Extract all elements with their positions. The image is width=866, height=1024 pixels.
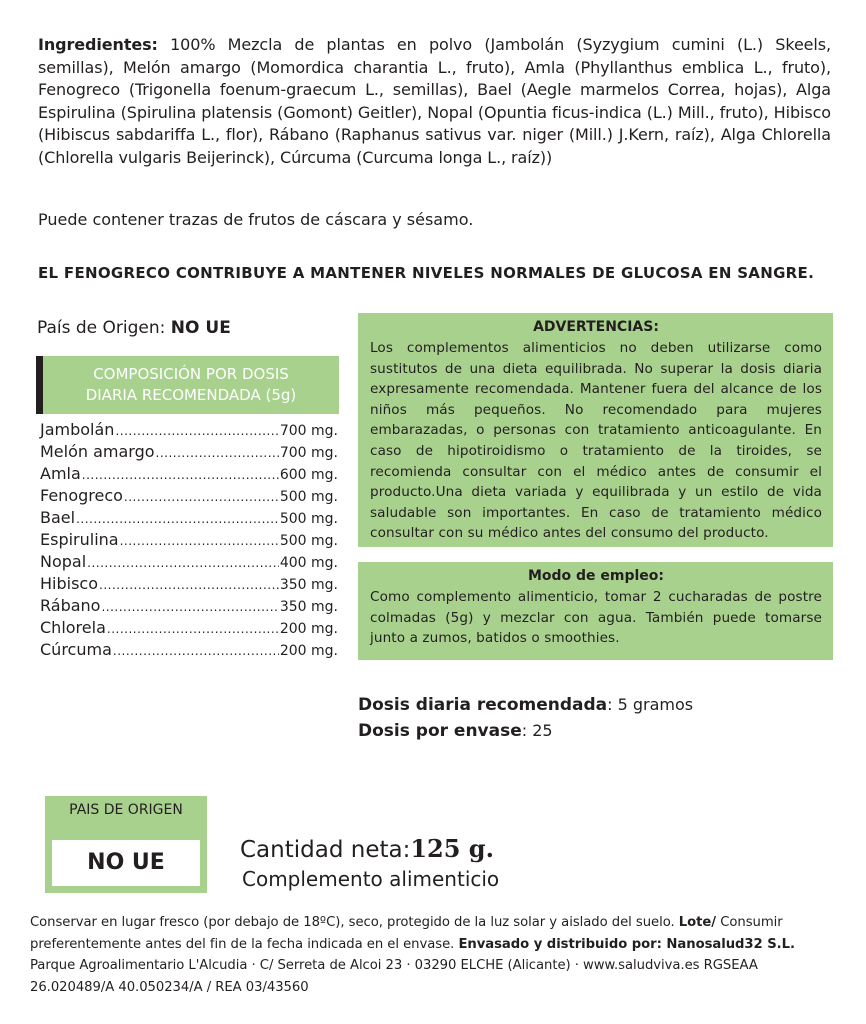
- footer-distributor: Envasado y distribuido por: Nanosalud32 S.L.: [458, 936, 795, 952]
- warnings-box: [358, 313, 833, 547]
- leader-dots: [87, 552, 279, 574]
- composition-row: [40, 595, 338, 617]
- footer-storage: Conservar en lugar fresco (por debajo de 18ºC), seco, protegido de la luz solar y aislado del suelo.: [30, 915, 679, 930]
- composition-list: [40, 419, 338, 661]
- footer-best-before: Consumir preferentemente antes del fin de la fecha indicada en el envase.: [30, 915, 783, 952]
- warnings-title: ADVERTENCIAS:: [533, 319, 659, 335]
- net-quantity-value: 125 g.: [410, 834, 494, 863]
- origin-box-title: PAIS DE ORIGEN: [69, 802, 183, 818]
- origin-line-label: País de Origen:: [37, 318, 171, 338]
- composition-row: [40, 485, 338, 507]
- composition-name: Amla: [40, 464, 81, 483]
- composition-row: [40, 551, 338, 573]
- doses-per-pack-line: [358, 718, 693, 744]
- usage-box: [358, 562, 833, 660]
- composition-value: 700 mg.: [279, 423, 338, 439]
- allergen-traces: Puede contener trazas de frutos de cáscara y sésamo.: [38, 210, 474, 229]
- net-quantity-label: Cantidad neta:: [240, 837, 411, 863]
- composition-value: 500 mg.: [279, 489, 338, 505]
- leader-dots: [101, 596, 278, 618]
- composition-row: [40, 419, 338, 441]
- composition-value: 350 mg.: [279, 599, 338, 615]
- composition-name: Rábano: [40, 596, 101, 615]
- leader-dots: [107, 618, 279, 640]
- leader-dots: [115, 420, 278, 442]
- composition-name: Bael: [40, 508, 76, 527]
- daily-dose-value: : 5 gramos: [607, 695, 694, 714]
- ingredients-text: 100% Mezcla de plantas en polvo (Jambolán (Syzygium cumini (L.) Skeels, semillas), Melón amargo (Momordica charantia L., fruto), Amla (Phyllanthus emblica L., fruto), Fenogreco (Trigonella foenum-graecum L., semillas), Bael (Aegle marmelos Correa, hojas), Alga Espirulina (Spirulina platensis (Gomont) Geitler), Nopal (Opuntia ficus-indica (L.) Mill., fruto), Hibisco (Hibiscus sabdariffa L., flor), Rábano (Raphanus sativus var. niger (Mill.) J.Kern, raíz), Alga Chlorella (Chlorella vulgaris Beijerinck), Cúrcuma (Curcuma longa L., raíz)): [38, 35, 831, 167]
- composition-row: [40, 463, 338, 485]
- daily-dose-line: [358, 692, 693, 718]
- composition-row: [40, 639, 338, 661]
- usage-text: Como complemento alimenticio, tomar 2 cucharadas de postre colmadas (5g) y mezclar con agua. También puede tomarse junto a zumos, batidos o smoothies.: [370, 589, 822, 647]
- composition-header: [36, 356, 339, 414]
- composition-row: [40, 529, 338, 551]
- composition-header-line2: DIARIA RECOMENDADA (5g): [85, 386, 297, 404]
- composition-row: [40, 617, 338, 639]
- doses-per-pack-label: Dosis por envase: [358, 721, 522, 741]
- composition-name: Melón amargo: [40, 442, 155, 461]
- footer-address: Parque Agroalimentario L'Alcudia · C/ Serreta de Alcoi 23 · 03290 ELCHE (Alicante) · www.saludviva.es RGSEAA 26.020489/A 40.050234/A / REA 03/43560: [30, 958, 758, 995]
- usage-title: Modo de empleo:: [527, 568, 665, 584]
- composition-value: 350 mg.: [279, 577, 338, 593]
- doses-per-pack-value: : 25: [521, 721, 553, 740]
- origin-line: [37, 318, 231, 338]
- leader-dots: [76, 508, 279, 530]
- leader-dots: [120, 530, 279, 552]
- daily-dose-label: Dosis diaria recomendada: [358, 695, 608, 715]
- dose-info: [358, 692, 693, 744]
- net-quantity: [240, 834, 494, 865]
- leader-dots: [124, 486, 279, 508]
- leader-dots: [113, 640, 279, 662]
- ingredients-label: Ingredientes:: [38, 35, 158, 54]
- leader-dots: [156, 442, 279, 464]
- origin-line-value: NO UE: [170, 318, 231, 338]
- composition-value: 200 mg.: [279, 643, 338, 659]
- composition-name: Fenogreco: [40, 486, 123, 505]
- leader-dots: [82, 464, 279, 486]
- composition-row: [40, 441, 338, 463]
- composition-name: Hibisco: [40, 574, 98, 593]
- composition-value: 700 mg.: [279, 445, 338, 461]
- composition-value: 600 mg.: [279, 467, 338, 483]
- ingredients-paragraph: [38, 34, 831, 170]
- composition-name: Jambolán: [40, 420, 115, 439]
- leader-dots: [99, 574, 279, 596]
- composition-name: Chlorela: [40, 618, 106, 637]
- product-type: Complemento alimenticio: [242, 867, 500, 891]
- composition-name: Nopal: [40, 552, 87, 571]
- origin-box: [45, 796, 207, 893]
- health-claim: EL FENOGRECO CONTRIBUYE A MANTENER NIVELES NORMALES DE GLUCOSA EN SANGRE.: [38, 264, 815, 282]
- composition-name: Cúrcuma: [40, 640, 112, 659]
- origin-box-value: NO UE: [52, 840, 200, 886]
- footer-storage-info: [30, 912, 834, 998]
- composition-value: 500 mg.: [279, 511, 338, 527]
- composition-value: 200 mg.: [279, 621, 338, 637]
- footer-lote-label: Lote/: [678, 915, 717, 930]
- composition-value: 500 mg.: [279, 533, 338, 549]
- composition-value: 400 mg.: [279, 555, 338, 571]
- warnings-text: Los complementos alimenticios no deben utilizarse como sustitutos de una dieta equilibrada. No superar la dosis diaria expresamente recomendada. Mantener fuera del alcance de los niños más pequeños. No recomendado para mujeres embarazadas, o personas con tratamiento anticoagulante. En caso de hipotiroidismo o tratamiento de la tiroides, se recomienda consultar con el médico antes de consumir el producto.Una dieta variada y equilibrada y un estilo de vida saludable son importantes. En caso de tratamiento médico consultar con su médico antes del consumo del producto.: [370, 340, 822, 542]
- composition-row: [40, 507, 338, 529]
- composition-row: [40, 573, 338, 595]
- composition-name: Espirulina: [40, 530, 119, 549]
- composition-header-line1: COMPOSICIÓN POR DOSIS: [93, 365, 289, 383]
